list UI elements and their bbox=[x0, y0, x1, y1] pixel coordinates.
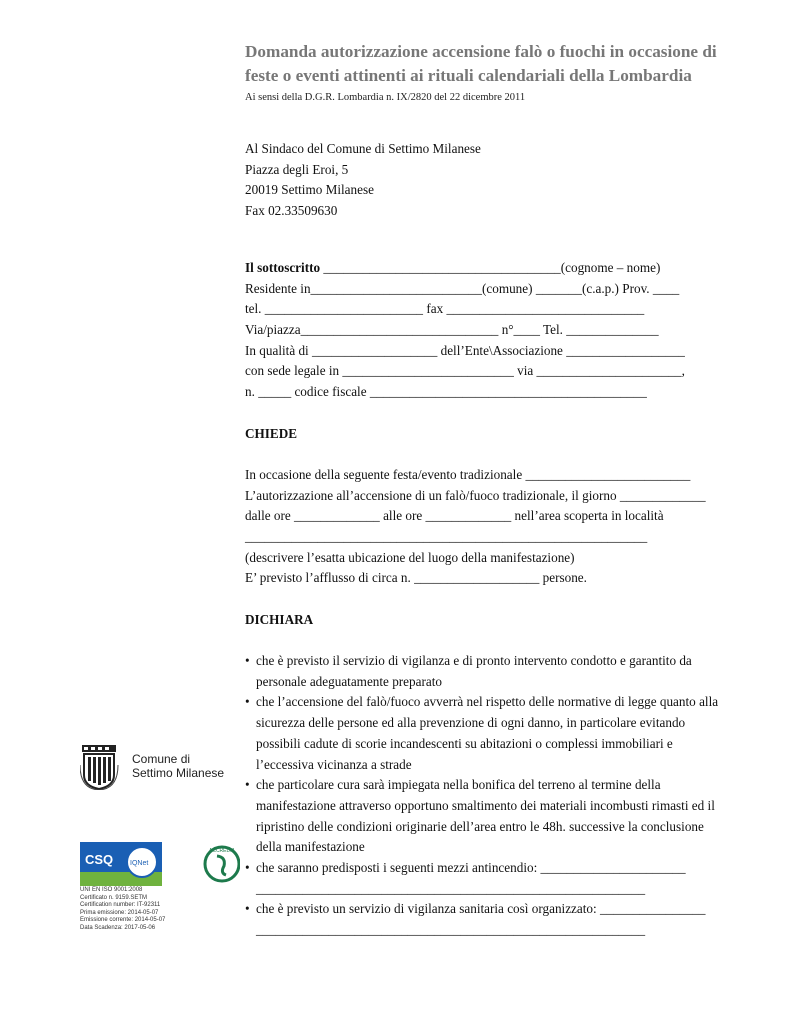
document-title bbox=[245, 40, 765, 88]
title-line-1: Domanda autorizzazione accensione falò o fuochi in occasione di bbox=[245, 42, 717, 61]
role-line[interactable]: In qualità di ___________________ dell’Ente\Associazione __________________ bbox=[245, 342, 685, 358]
applicant-name-field[interactable]: ____________________________________(cognome – nome) bbox=[320, 260, 661, 275]
phone-fax-line[interactable]: tel. ________________________ fax ______________________________ bbox=[245, 301, 645, 317]
date-line[interactable]: L’autorizzazione all’accensione di un falò/fuoco tradizionale, il giorno _____________ bbox=[245, 487, 706, 503]
cert-line: Certificato n. 9159.SETM bbox=[80, 894, 148, 901]
csq-text: CSQ bbox=[85, 852, 114, 867]
accredia-text: ACCREDIA bbox=[209, 848, 235, 854]
bullet-icon: • bbox=[245, 859, 250, 875]
attendance-line[interactable]: E’ previsto l’afflusso di circa n. ___________________ persone. bbox=[245, 570, 587, 586]
chiede-heading: CHIEDE bbox=[245, 425, 298, 441]
certification-details bbox=[80, 887, 235, 932]
comune-logo bbox=[80, 745, 230, 794]
cert-line: Emissione corrente: 2014-05-07 bbox=[80, 917, 166, 923]
list-item[interactable] bbox=[245, 899, 735, 940]
applicant-name-line[interactable] bbox=[245, 258, 735, 279]
cert-line: Certification number: IT-92311 bbox=[80, 902, 161, 908]
cert-line: UNI EN ISO 9001:2008 bbox=[80, 887, 143, 893]
applicant-label: Il sottoscritto bbox=[245, 260, 321, 275]
comune-crest-icon bbox=[80, 745, 230, 790]
cert-line: Data Scadenza: 2017-05-06 bbox=[80, 924, 156, 931]
location-hint: (descrivere l’esatta ubicazione del luogo della manifestazione) bbox=[245, 549, 575, 565]
bullet-icon: • bbox=[245, 653, 250, 669]
time-line[interactable]: dalle ore _____________ alle ore _____________ nell’area scoperta in località bbox=[245, 508, 664, 524]
bullet-icon: • bbox=[245, 901, 250, 917]
declaration-list bbox=[245, 651, 735, 941]
recipient-address bbox=[245, 139, 481, 222]
list-item: • che l’accensione del falò/fuoco avverrà nel rispetto delle normative di legge quanto alla sicurezza delle persone ed alla prevenzione di ogni danno, in particolare evitando possibili cadute di scorie incandescenti su abitazioni o complessi immobiliari e l’eccessiva vicinanza a strade bbox=[245, 694, 719, 772]
medical-service-field[interactable]: che è previsto un servizio di vigilanza sanitaria così organizzato: ________________ bbox=[256, 901, 706, 917]
dichiara-heading: DICHIARA bbox=[245, 611, 314, 627]
iqnet-text: IQNet bbox=[130, 860, 149, 867]
fire-equipment-field-cont[interactable]: ___________________________________________________________ bbox=[256, 880, 646, 896]
cert-line: Prima emissione: 2014-05-07 bbox=[80, 909, 159, 916]
certification-logos bbox=[80, 842, 240, 892]
street-line[interactable]: Via/piazza______________________________ n°____ Tel. ______________ bbox=[245, 322, 659, 338]
document-subtitle: Ai sensi della D.G.R. Lombardia n. IX/2820 del 22 dicembre 2011 bbox=[245, 92, 526, 103]
location-line[interactable]: _____________________________________________________________ bbox=[245, 528, 648, 544]
application-form bbox=[245, 258, 735, 941]
legal-seat-line[interactable]: con sede legale in __________________________ via ______________________, bbox=[245, 363, 685, 379]
list-item: • che particolare cura sarà impiegata nella bonifica del terreno al termine della manifestazione attraverso opportuno smaltimento dei materiali incombusti rimasti ed il ripristino delle condizioni originarie dell’area entro le 48h. successive la conclusione della manifestazione bbox=[245, 777, 715, 855]
logo-text-line2: Settimo Milanese bbox=[132, 766, 225, 780]
list-item[interactable] bbox=[245, 858, 735, 899]
residence-line[interactable]: Residente in__________________________(comune) _______(c.a.p.) Prov. ____ bbox=[245, 280, 680, 296]
list-item: • che è previsto il servizio di vigilanza e di pronto intervento condotto e garantito da personale adeguatamente preparato bbox=[245, 653, 692, 689]
address-line: Al Sindaco del Comune di Settimo Milanese bbox=[245, 141, 481, 156]
certification-badges bbox=[80, 842, 240, 888]
event-line[interactable]: In occasione della seguente festa/evento tradizionale _________________________ bbox=[245, 466, 691, 482]
medical-service-field-cont[interactable]: ___________________________________________________________ bbox=[256, 922, 646, 937]
address-line: Piazza degli Eroi, 5 bbox=[245, 161, 349, 177]
bullet-icon: • bbox=[245, 694, 250, 710]
title-line-2: feste o eventi attinenti ai rituali calendariali della Lombardia bbox=[245, 66, 692, 85]
logo-text-line1: Comune di bbox=[132, 752, 191, 766]
fiscal-code-line[interactable]: n. _____ codice fiscale __________________________________________ bbox=[245, 384, 647, 400]
bullet-icon: • bbox=[245, 777, 250, 793]
address-line: 20019 Settimo Milanese bbox=[245, 182, 374, 198]
address-line: Fax 02.33509630 bbox=[245, 203, 338, 219]
fire-equipment-field[interactable]: che saranno predisposti i seguenti mezzi antincendio: ______________________ bbox=[256, 859, 686, 875]
